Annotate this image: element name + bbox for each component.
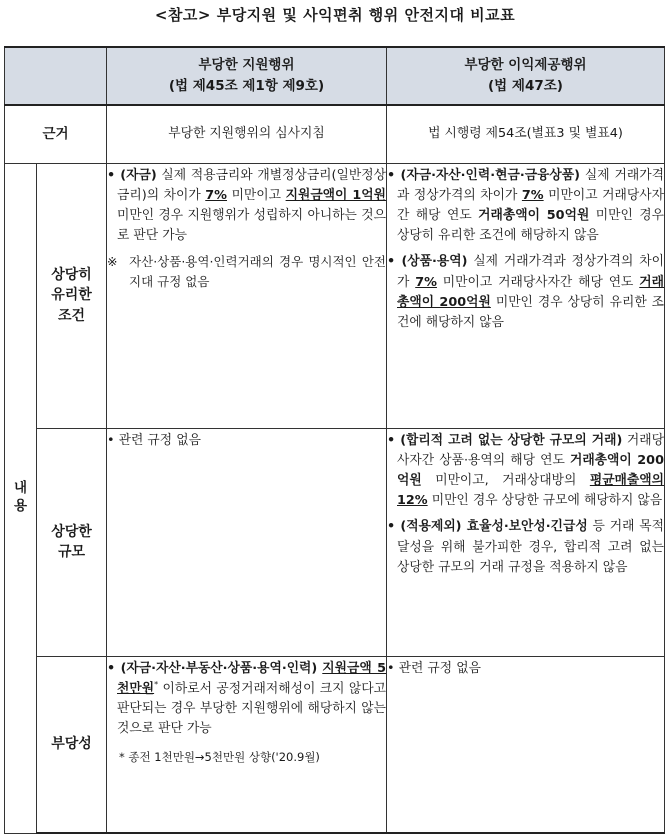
basis-label: 근거 xyxy=(5,105,107,163)
list-item: • (자금) 실제 적용금리와 개별정상금리(일반정상금리)의 차이가 7% 미만이고 지원금액이 1억원 미만인 경우 지원행위가 성립하지 아니하는 것으로 판단 가능 xyxy=(107,167,386,244)
scale-benefit-cell xyxy=(387,428,665,656)
favorable-condition-label: 상당히 유리한 조건 xyxy=(37,163,107,428)
unfairness-label: 부당성 xyxy=(37,656,107,833)
scale-support-cell xyxy=(107,428,387,656)
list-item: • (상품·용역) 실제 거래가격과 정상가격의 차이가 7% 미만이고 거래당사자간 해당 연도 거래총액이 200억원 미만인 경우 상당히 유리한 조건에 해당하지 않음 xyxy=(387,254,664,331)
list-item: • 관련 규정 없음 xyxy=(387,660,481,676)
page-title: <참고> 부당지원 및 사익편취 행위 안전지대 비교표 xyxy=(154,6,516,24)
header-benefit-act: 부당한 이익제공행위 (법 제47조) xyxy=(387,47,665,105)
list-item: • (적용제외) 효율성·보안성·긴급성 등 거래 목적 달성을 위해 불가피한 경우, 합리적 고려 없는 상당한 규모의 거래 규정을 적용하지 않음 xyxy=(387,519,664,575)
note: ※ 자산·상품·용역·인력거래의 경우 명시적인 안전지대 규정 없음 xyxy=(107,254,386,290)
header-support-act: 부당한 지원행위 (법 제45조 제1항 제9호) xyxy=(107,47,387,105)
unfair-benefit-cell xyxy=(387,656,665,833)
list-item: • (자금·자산·부동산·상품·용역·인력) 지원금액 5천만원* 이하로서 공정거래저해성이 크지 않다고 판단되는 경우 부당한 지원행위에 해당하지 않는 것으로 판단 가능 xyxy=(107,660,387,737)
substantial-scale-label: 상당한 규모 xyxy=(37,428,107,656)
comparison-table xyxy=(4,46,665,834)
basis-support-act: 부당한 지원행위의 심사지침 xyxy=(107,105,387,163)
list-item: • (합리적 고려 없는 상당한 규모의 거래) 거래당사자간 상품·용역의 해당 연도 거래총액이 200억원 미만이고, 거래상대방의 평균매출액의 12% 미만인 경우 상당한 규모에 해당하지 않음 xyxy=(387,432,665,509)
header-corner xyxy=(5,47,107,105)
list-item: • 관련 규정 없음 xyxy=(107,432,201,448)
favorable-support-cell xyxy=(107,163,387,428)
list-item: • (자금·자산·인력·현금·금융상품) 실제 거래가격과 정상가격의 차이가 7% 미만이고 거래당사자간 해당 연도 거래총액이 50억원 미만인 경우 상당히 유리한 조건에 해당하지 않음 xyxy=(387,167,665,244)
content-label: 내용 xyxy=(5,163,37,833)
unfair-support-cell xyxy=(107,656,387,833)
footnote: * 종전 1천만원→5천만원 상향('20.9월) xyxy=(119,749,320,764)
basis-benefit-act: 법 시행령 제54조(별표3 및 별표4) xyxy=(387,105,665,163)
favorable-benefit-cell xyxy=(387,163,665,428)
